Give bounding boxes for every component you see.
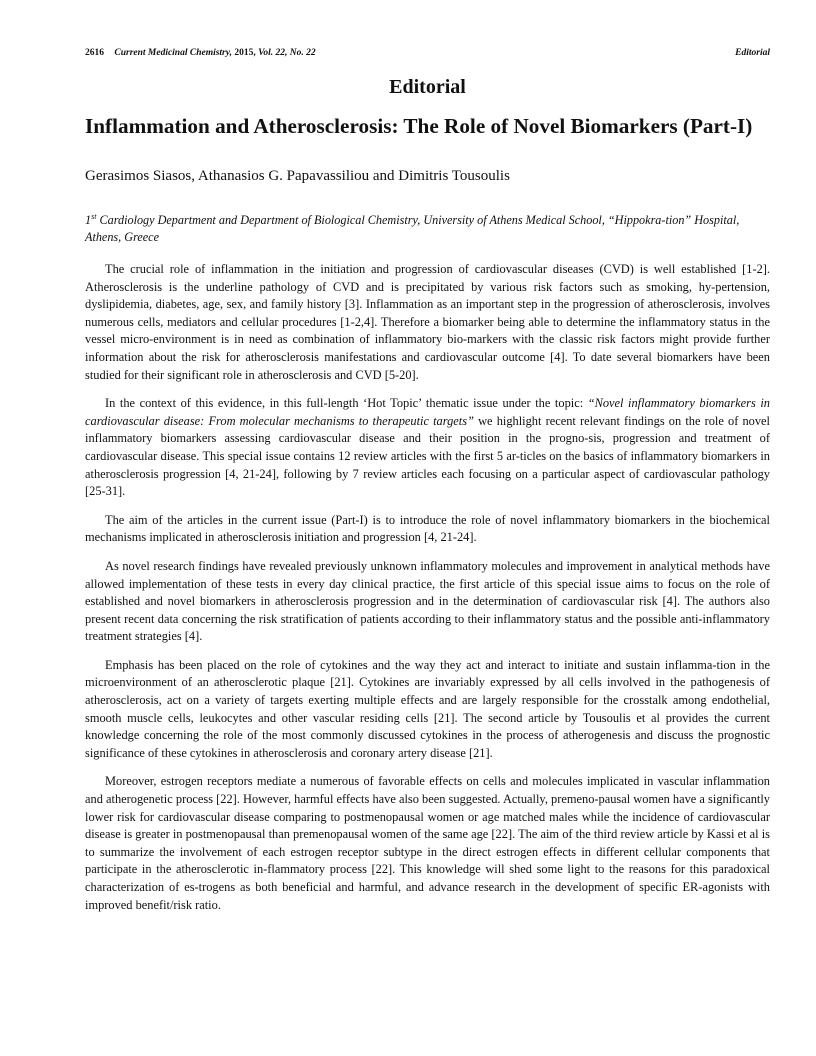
running-header-citation: [85, 47, 316, 59]
running-header: [85, 47, 770, 59]
affiliation: [85, 212, 770, 246]
journal-volume-issue: Vol. 22, No. 22: [258, 48, 316, 58]
issue-topic-quote: “Novel inflammatory biomarkers in cardiovascular disease: From molecular mechanisms to therapeutic targets”: [85, 396, 771, 428]
section-label: Editorial: [389, 76, 466, 98]
running-header-section: Editorial: [735, 48, 770, 58]
body-paragraph: Emphasis has been placed on the role of cytokines and the way they act and interact to initiate and sustain inflamma-tion in the microenvironment of an atherosclerotic plaque [21]. Cytokines are invariably expressed by all cells involved in the pathogenesis of atherosclerosis, act on a variety of targets exerting multiple effects and are largely responsible for the crosstalk among endothelial, smooth muscle cells, leukocytes and other vascular residing cells [21]. The second article by Tousoulis et al provides the current knowledge concerning the role of the most commonly discussed cytokines in the process of atherogenesis and discuss the prognostic significance of these cytokines in atherosclerosis and coronary artery disease [21].: [85, 657, 770, 760]
paragraph-text: In the context of this evidence, in this full-length ‘Hot Topic’ thematic issue under the topic:: [105, 396, 588, 411]
article-body: [85, 261, 770, 925]
affiliation-ordinal-suffix: st: [91, 212, 97, 221]
paragraph-text: we highlight recent relevant findings on the role of novel inflammatory biomarkers assessing cardiovascular disease and their position in the progno-sis, progression and treatment of cardiovascular disease. This special issue contains 12 review articles with the first 5 ar-ticles on the basics of inflammatory biomarkers in atherosclerosis progression [4, 21-24], following by 7 review articles each focusing on a particular aspect of cardiovascular pathology [25-31].: [85, 413, 770, 499]
affiliation-ordinal: 1: [85, 213, 92, 227]
article-title: Inflammation and Atherosclerosis: The Role of Novel Biomarkers (Part-I): [85, 114, 753, 138]
body-paragraph: Moreover, estrogen receptors mediate a numerous of favorable effects on cells and molecules implicated in vascular inflammation and atherogenetic process [22]. However, harmful effects have also been suggested. Actually, premeno-pausal women have a significantly lower risk for cardiovascular disease comparing to postmenopausal women or age matched males while the incidence of cardiovascular disease is greater in postmenopausal than premenopausal women of the same age [22]. The aim of the third review article by Kassi et al is to summarize the involvement of each estrogen receptor subtype in the direct estrogen effects in different cellular components that participate in the atherosclerotic in-flammatory process [22]. This knowledge will shed some light to the reasons for this paradoxical characterization of es-trogens as both beneficial and harmful, and advance research in the development of specific ER-agonists with improved benefit/risk ratio.: [85, 774, 770, 912]
body-paragraph: The aim of the articles in the current issue (Part-I) is to introduce the role of novel inflammatory biomarkers in the biochemical mechanisms implicated in atherosclerosis initiation and progression [4, 21-24].: [85, 512, 770, 545]
journal-year: 2015,: [232, 48, 259, 58]
affiliation-text: Cardiology Department and Department of Biological Chemistry, University of Athens Medical School, “Hippokra-tion” Hospital, Athens, Greece: [85, 213, 740, 244]
page-number: 2616: [85, 48, 104, 58]
body-paragraph: [85, 395, 770, 501]
body-paragraph: As novel research findings have revealed previously unknown inflammatory molecules and improvement in analytical methods have allowed implementation of these tests in every day clinical practice, the first article of this special issue aims to focus on the role of established and novel biomarkers in atherosclerosis progression and in the determination of cardiovascular risk [4]. The authors also present recent data concerning the risk stratification of patients according to their inflammatory status and the possible anti-inflammatory treatment strategies [4].: [85, 558, 770, 644]
journal-name: Current Medicinal Chemistry,: [114, 48, 232, 58]
author-list: Gerasimos Siasos, Athanasios G. Papavassiliou and Dimitris Tousoulis: [85, 168, 510, 184]
body-paragraph: The crucial role of inflammation in the initiation and progression of cardiovascular diseases (CVD) is well established [1-2]. Atherosclerosis is the underline pathology of CVD and is precipitated by various risk factors such as smoking, hy-pertension, dyslipidemia, diabetes, age, sex, and family history [3]. Inflammation as an important step in the progression of atherosclerosis, involves numerous cells, mediators and cellular procedures [1-2,4]. Therefore a biomarker being able to determine the inflammatory status in the vessel micro-environment is in need as combination of inflammatory bio-markers with the classic risk factors might provide further information about the risk for atherosclerosis manifestations and cardiovascular outcome [4]. To date several biomarkers have been studied for their significant role in atherosclerosis and CVD [5-20].: [85, 262, 770, 382]
